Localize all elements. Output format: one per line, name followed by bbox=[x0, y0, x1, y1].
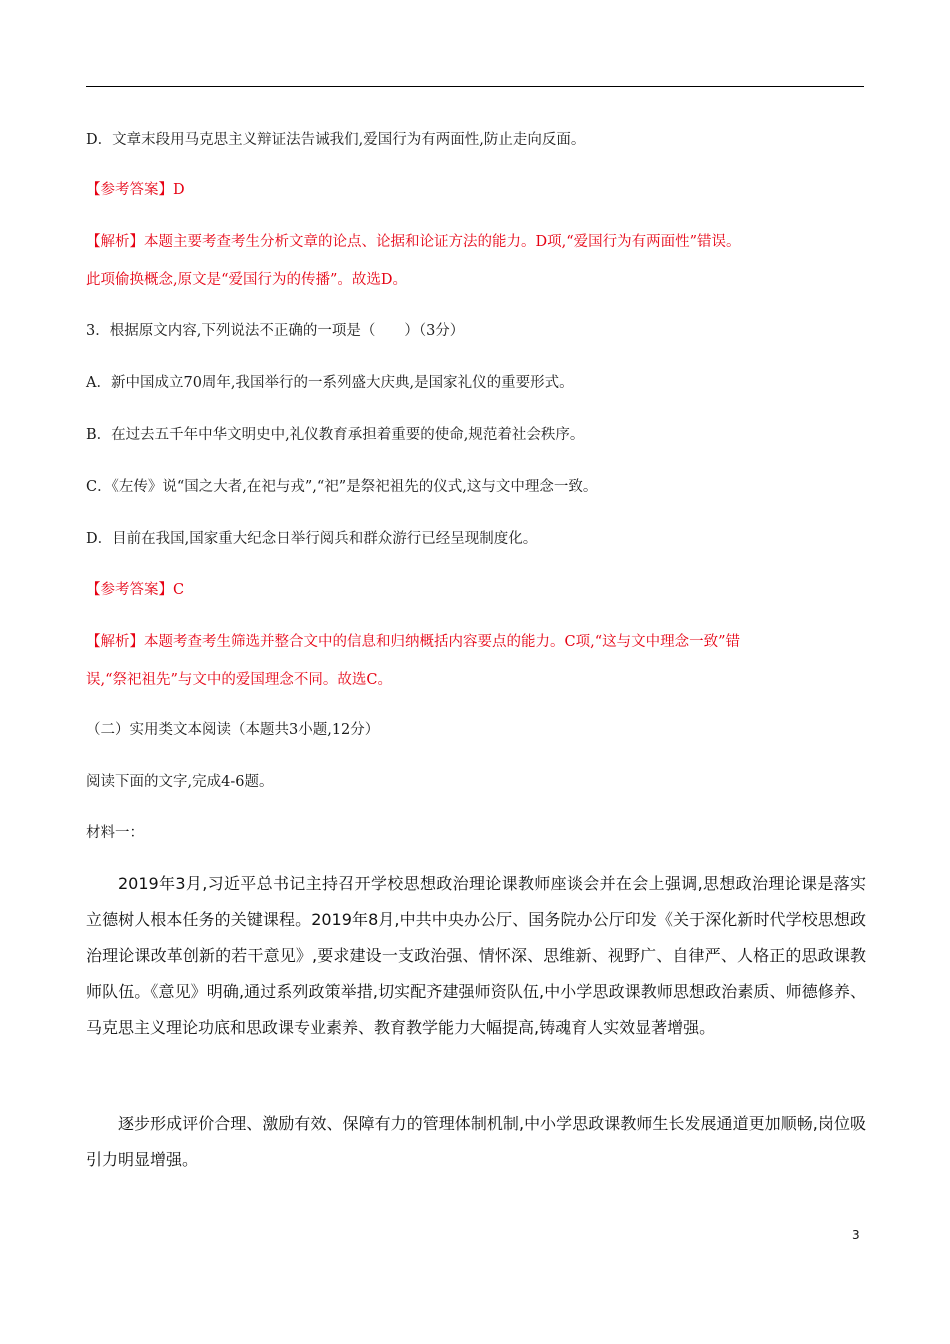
header-rule bbox=[86, 86, 864, 87]
q3-option-c: C．《左传》说“国之大者,在祀与戎”,“祀”是祭祀祖先的仪式,这与文中理念一致。 bbox=[86, 479, 598, 495]
material-paragraph-2: 逐步形成评价合理、激励有效、保障有力的管理体制机制,中小学思政课教师生长发展通道更加顺畅,岗位吸引力明显增强。 bbox=[86, 1114, 866, 1169]
section-title: （二）实用类文本阅读（本题共3小题,12分） bbox=[86, 722, 380, 738]
q3-stem: 3．根据原文内容,下列说法不正确的一项是（ ）（3分） bbox=[86, 323, 465, 339]
q3-analysis-line2: 误,“祭祀祖先”与文中的爱国理念不同。故选C。 bbox=[86, 672, 393, 688]
material-paragraph-1: 2019年3月,习近平总书记主持召开学校思想政治理论课教师座谈会并在会上强调,思想政治理论课是落实立德树人根本任务的关键课程。2019年8月,中共中央办公厅、国务院办公厅印发《关于深化新时代学校思想政治理论课改革创新的若干意见》,要求建设一支政治强、情怀深、思维新、视野广、自律严、人格正的思政课教师队伍。《意见》明确,通过系列政策举措,切实配齐建强师资队伍,中小学思政课教师思想政治素质、师德修养、马克思主义理论功底和思政课专业素养、教育教学能力大幅提高,铸魂育人实效显著增强。 bbox=[86, 874, 866, 1037]
q3-answer: 【参考答案】C bbox=[86, 582, 185, 598]
instruction: 阅读下面的文字,完成4-6题。 bbox=[86, 774, 274, 790]
page-number: 3 bbox=[852, 1228, 860, 1242]
q3-option-a: A．新中国成立70周年,我国举行的一系列盛大庆典,是国家礼仪的重要形式。 bbox=[86, 375, 574, 391]
q2-answer: 【参考答案】D bbox=[86, 182, 185, 198]
q3-option-d: D．目前在我国,国家重大纪念日举行阅兵和群众游行已经呈现制度化。 bbox=[86, 531, 538, 547]
q2-analysis-line2: 此项偷换概念,原文是“爱国行为的传播”。故选D。 bbox=[86, 272, 408, 288]
q2-option-d: D．文章末段用马克思主义辩证法告诫我们,爱国行为有两面性,防止走向反面。 bbox=[86, 132, 586, 148]
q3-analysis-line1: 【解析】本题考查考生筛选并整合文中的信息和归纳概括内容要点的能力。C项,“这与文中理念一致”错 bbox=[86, 634, 741, 650]
q2-analysis-line1: 【解析】本题主要考查考生分析文章的论点、论据和论证方法的能力。D项,“爱国行为有两面性”错误。 bbox=[86, 234, 741, 250]
q3-option-b: B．在过去五千年中华文明史中,礼仪教育承担着重要的使命,规范着社会秩序。 bbox=[86, 427, 585, 443]
material-label: 材料一： bbox=[86, 825, 144, 841]
